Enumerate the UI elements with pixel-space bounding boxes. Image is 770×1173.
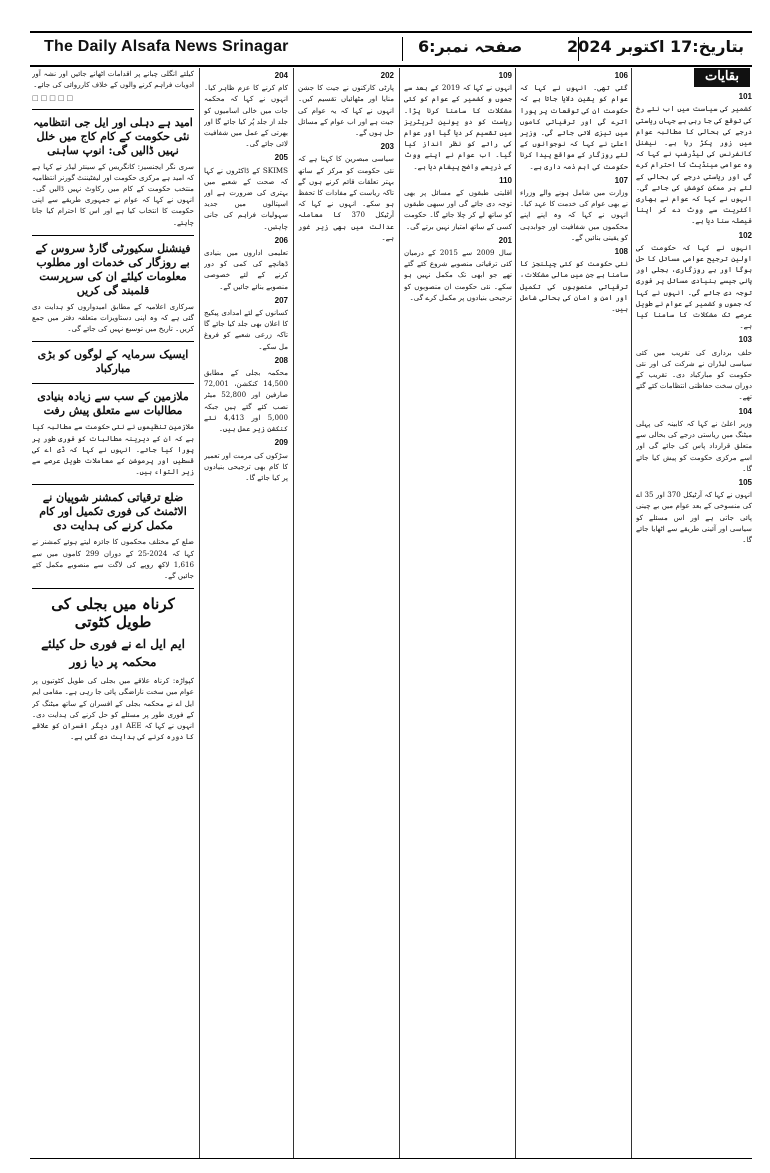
story-body: سری نگر ایجنسیز: کانگریس کے سینئر لیڈر نے کہا ہے کہ امید ہے مرکزی حکومت اور لیفٹیننٹ گورنر انتظامیہ منتخب حکومت کے کام میں رکاوٹ نہیں ڈالیں گی۔ انہوں نے کہا کہ عوام نے جمہوری طریقے سے اپنی حکومت کا انتخاب کیا ہے اور اس کا احترام کیا جانا چاہئے۔ [32,161,194,227]
item-text: تعلیمی اداروں میں بنیادی ڈھانچے کی کمی کو دور کرنے کے لئے خصوصی منصوبے بنائے جائیں گے۔ [204,248,288,291]
item-number: 106 [614,71,628,80]
item-text: سال 2009 سے 2015 کے درمیان کئی ترقیاتی منصوبے شروع کئے گئے تھے جو ابھی تک مکمل نہیں ہو سکے۔ نئی حکومت ان منصوبوں کو ترجیحی بنیادوں پر مکمل کرے گی۔ [404,248,512,302]
story-body: کیلئے انگلی چبانے پر اقدامات اٹھانے جائیں اور نشہ آور ادویات فراہم کرنے والوں کے خلاف کارروائی کی جائے۔ [32,69,194,90]
item-number: 105 [738,477,752,487]
item-number: 209 [274,438,288,448]
item-text: نئی حکومت کو کئی چیلنجز کا سامنا ہے جن میں مالی مشکلات، ترقیاتی منصوبوں کی تکمیل اور امن و امان کی بحالی شامل ہیں۔ [520,259,628,314]
item-text: محکمہ بجلی کے مطابق 14,500 کنکشن، 72,001 صارفین اور 52,800 میٹر نصب کئے گئے ہیں جبکہ 5,000 اور 4,413 نئے کنکشن زیر عمل ہیں۔ [204,368,288,434]
news-story [32,390,194,485]
masthead [30,31,752,67]
story-headline: ملازمین کے سب سے زیادہ بنیادی مطالبات سے متعلق پیش رفت [37,390,189,418]
item-text: حلف برداری کی تقریب میں کئی سیاسی لیڈران نے شرکت کی اور نئی حکومت کو مبارکباد دی۔ تقریب کے دوران سخت حفاظتی انتظامات کئے گئے تھے۔ [636,347,752,402]
news-story [32,242,194,343]
item-number: 107 [614,175,628,185]
column-rule [631,68,632,1158]
column-2 [520,68,628,1153]
item-number: 204 [274,71,288,80]
news-story-lead [32,595,194,749]
item-number: 109 [498,71,512,80]
item-number: 101 [738,92,752,102]
story-headline: ضلع ترقیاتی کمشنر شوپیان نے الاٹمنٹ کی فوری تکمیل اور کام مکمل کرنے کی ہدایت دی [39,491,187,533]
item-number: 102 [738,230,752,240]
item-number: 201 [498,235,512,245]
item-number: 104 [738,406,752,416]
story-body: ضلع کے مختلف محکموں کا جائزہ لیتے ہوئے کمشنر نے کہا کہ 2024-25 کے دوران 299 کاموں میں سے 1,616 لاکھ روپے کی لاگت سے منصوبے مکمل کئے جائیں گے۔ [32,537,194,581]
story-headline: امید ہے دہلی اور ایل جی انتظامیہ نئی حکومت کے کام کاج میں خلل نہیں ڈالیں گی: انوپ ساہنی [33,115,193,157]
story-headline: فینشنل سکیورٹی گارڈ سروس کے بے روزگار کی خدمات اور مطلوب معلومات کیلئے ان کی سرپرست قلمبند گی کریں [35,241,191,297]
news-story [32,116,194,236]
item-text: کام کرنے کا عزم ظاہر کیا۔ انہوں نے کہا کہ محکمہ جات میں خالی اسامیوں کو جلد از جلد پُر کیا جائے گا اور بھرتی کے عمل میں شفافیت لائی جائے گی۔ [204,83,288,149]
issue-date: بتاریخ:17 اکتوبر 2024 [567,37,744,56]
item-number: 208 [274,355,288,365]
story-headline-sub: ایم ایل اے نے فوری حل کیلئے محکمہ پر دیا زور [41,637,185,670]
item-text: انہوں نے کہا کہ حکومت کی اولین ترجیح عوامی مسائل کا حل ہوگا اور بے روزگاری، بجلی اور پانی جیسے بنیادی مسائل پر فوری توجہ دی جائے گی۔ انہوں نے کہا کہ جموں و کشمیر کے عوام نے طویل عرصے تک مشکلات کا سامنا کیا ہے۔ [636,242,752,331]
item-number: 206 [274,235,288,245]
baqiyat-tab: بقایات [694,68,750,87]
column-3 [404,68,512,1153]
column-rule [199,68,200,1158]
story-body: سرکاری اعلامیہ کے مطابق امیدواروں کو ہدایت دی گئی ہے کہ وہ اپنی دستاویزات متعلقہ دفتر میں جمع کریں۔ تاریخ میں توسیع نہیں کی جائے گی۔ [32,301,194,334]
item-text: سیاسی مبصرین کا کہنا ہے کہ نئی حکومت کو مرکز کے ساتھ بہتر تعلقات قائم کرنے ہوں گے تاکہ ریاست کے مفادات کا تحفظ ہو سکے۔ انہوں نے کہا کہ آرٹیکل 370 کا معاملہ عدالت میں بھی زیر غور ہے۔ [298,154,394,242]
column-5 [204,68,288,1153]
item-text: اقلیتی طبقوں کے مسائل پر بھی توجہ دی جائے گی اور سبھی طبقوں کو ساتھ لے کر چلا جائے گا۔ حکومت کسی کے ساتھ امتیاز نہیں برتے گی۔ [404,188,512,231]
page-number: صفحہ نمبر:6 [418,37,523,56]
item-number: 207 [274,295,288,305]
item-text: پارٹی کارکنوں نے جیت کا جشن منایا اور مٹھائیاں تقسیم کیں۔ انہوں نے کہا کہ یہ عوام کی جیت ہے اور اب عوام کے مسائل حل ہوں گے۔ [298,83,394,138]
separator-dots: □□□□□ [32,94,76,103]
column-baqiyat [636,68,752,1153]
column-news [32,68,194,1153]
story-headline-main: کرناہ میں بجلی کی طویل کٹوتی [51,595,175,632]
paper-name: The Daily Alsafa News Srinagar [44,38,289,55]
item-text: گئی تھی۔ انہوں نے کہا کہ عوام کو یقین دلایا جاتا ہے کہ حکومت ان کی توقعات پر پورا اترے گی اور ترقیاتی کاموں میں تیزی لائی جائے گی۔ وزیر اعلیٰ نے کہا کہ نوجوانوں کے لئے روزگار کے مواقع پیدا کرنا حکومت کی اہم ذمہ داری ہے۔ [520,83,628,171]
news-story [32,491,194,589]
item-text: SKIMS کے ڈاکٹروں نے کہا کہ صحت کے شعبے میں بہتری کی ضرورت ہے اور اسپتالوں میں جدید سہولیات فراہم کی جانی چاہئیں۔ [204,165,288,231]
column-rule [515,68,516,1158]
item-number: 110 [499,175,512,185]
item-number: 103 [738,335,752,345]
masthead-divider [402,37,403,61]
item-text: وزیر اعلیٰ نے کہا کہ کابینہ کی پہلی میٹنگ میں ریاستی درجے کی بحالی سے متعلق قرارداد پاس کی جائے گی اور اسے مرکزی حکومت کو پیش کیا جائے گا۔ [636,418,752,473]
column-4 [298,68,394,1153]
item-number: 203 [380,142,394,152]
item-text: کشمیر کی سیاست میں اب نئے رخ کی توقع کی جا رہی ہے جہاں ریاستی درجے کی بحالی کا مطالبہ عوام میں زور پکڑ رہا ہے۔ نیشنل کانفرنس کی لیڈرشپ نے کہا کہ وہ عوامی مینڈیٹ کا احترام کرے گی اور ریاستی درجے کی بحالی کے لئے ہر ممکن کوشش کی جائے گی۔ انہوں نے کہا کہ عوام نے بھاری اکثریت سے ووٹ دے کر اپنا فیصلہ سنا دیا ہے۔ [636,104,752,226]
item-text: کسانوں کے لئے امدادی پیکیج کا اعلان بھی جلد کیا جائے گا تاکہ زرعی شعبے کو فروغ مل سکے۔ [204,308,288,351]
item-text: انہوں نے کہا کہ آرٹیکل 370 اور 35 اے کی منسوخی کے بعد عوام میں بے چینی پائی جاتی ہے اور اس مسئلے کو سیاسی اور آئینی طریقے سے اٹھایا جائے گا۔ [636,490,752,544]
column-rule [293,68,294,1158]
news-story [32,348,194,384]
item-number: 108 [614,247,628,257]
item-number: 205 [274,153,288,163]
item-text: انہوں نے کہا کہ 2019 کے بعد سے جموں و کشمیر کے عوام کو کئی مشکلات کا سامنا کرنا پڑا۔ ریاست کو دو یونین ٹریٹریز میں تقسیم کر دیا گیا اور عوام کی رائے کو نظر انداز کیا گیا۔ اب عوام نے اپنے ووٹ کے ذریعے واضح پیغام دیا ہے۔ [404,83,512,171]
top-snippet [32,68,194,110]
bottom-rule [30,1158,752,1159]
item-text: سڑکوں کی مرمت اور تعمیر کا کام بھی ترجیحی بنیادوں پر کیا جائے گا۔ [204,450,288,482]
story-body: کپواڑہ: کرناہ علاقے میں بجلی کی طویل کٹوتیوں پر عوام میں سخت ناراضگی پائی جا رہی ہے۔ مقامی ایم ایل اے نے محکمہ بجلی کے افسران کے ساتھ میٹنگ کر کے فوری طور پر مسئلے کو حل کرنے کی ہدایت دی۔ انہوں نے کہا کہ AEE اور دیگر افسران کو علاقے کا دورہ کرنے کی ہدایت دی گئی ہے۔ [32,676,194,742]
story-headline: ایسیک سرمایہ کے لوگوں کو بڑی مبارکباد [37,348,189,376]
story-body: ملازمین تنظیموں نے نئی حکومت سے مطالبہ کیا ہے کہ ان کے دیرینہ مطالبات کو فوری طور پر پورا کیا جائے۔ انہوں نے کہا کہ ڈی اے کی قسطیں اور پرموشن کے معاملات طویل عرصے سے زیر التواء ہیں۔ [32,422,194,477]
item-number: 202 [380,71,394,80]
column-rule [399,68,400,1158]
item-text: وزارت میں شامل ہونے والے وزراء نے بھی عوام کی خدمت کا عہد کیا۔ انہوں نے کہا کہ وہ اپنے اپنے محکموں میں شفافیت اور جوابدہی کو یقینی بنائیں گے۔ [520,188,628,242]
